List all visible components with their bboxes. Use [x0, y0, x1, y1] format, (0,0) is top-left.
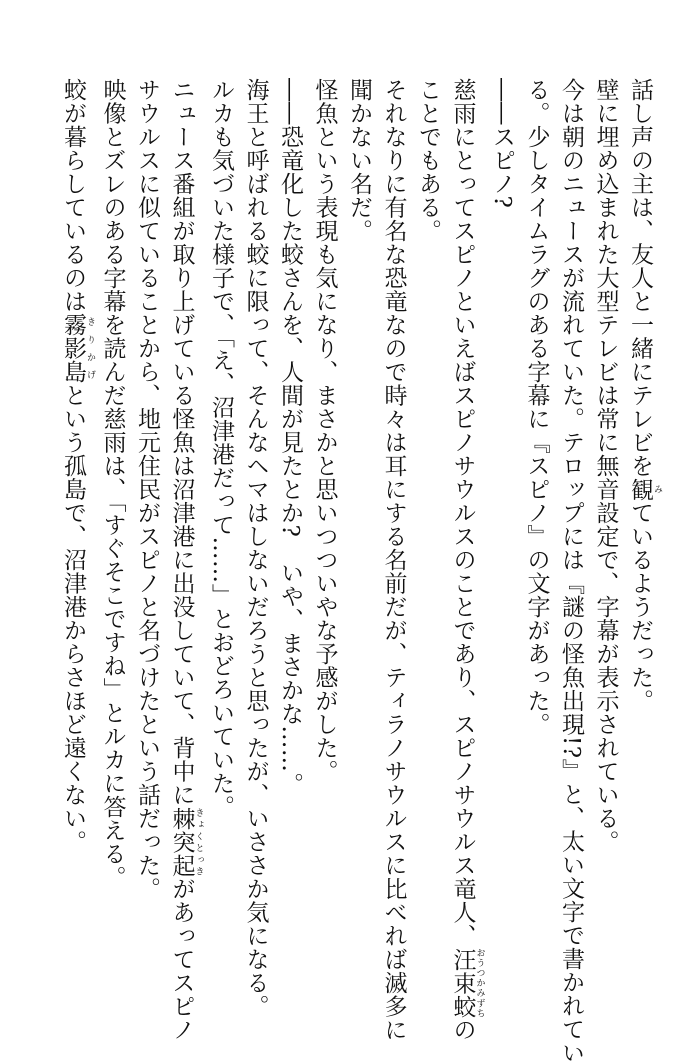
text-segment: サウルスに似ていることから、地元住民がスピノと名づけたという話だった。	[134, 78, 160, 901]
text-segment: ているようだった。	[627, 501, 653, 713]
text-segment: ――スピノ?	[489, 78, 515, 209]
text-line	[485, 78, 520, 978]
text-line	[273, 78, 308, 978]
text-line	[411, 78, 446, 978]
text-line	[307, 78, 342, 978]
ruby-annotation	[60, 313, 95, 384]
ruby-base: 棘突起	[168, 806, 195, 877]
text-segment: 壁に埋め込まれた大型テレビは常に無音設定で、字幕が表示されている。	[592, 78, 619, 854]
text-segment: があってスピノ	[168, 877, 195, 1042]
text-segment: の	[449, 1018, 476, 1042]
text-line	[445, 78, 485, 1042]
text-segment: 今は朝のニュースが流れていた。テロップには『謎の怪魚出現!?』と、太い文字で書かれてい	[558, 78, 584, 1064]
text-segment: 海王と呼ばれる蛟に限って、そんなヘマはしないだろうと思ったが、いささか気になる。	[242, 78, 269, 1018]
text-segment: 話し声の主は、友人と一緒にテレビを	[627, 78, 653, 478]
ruby-base: 観	[627, 477, 653, 501]
text-line	[130, 78, 165, 978]
text-line	[238, 78, 273, 1018]
ruby-base: 霧影島	[60, 313, 86, 384]
text-line	[588, 78, 623, 978]
text-segment: ことでもある。	[415, 78, 441, 243]
ruby-reading: きょくとっき	[193, 806, 204, 877]
text-segment: それなりに有名な恐竜なので時々は耳にする名前だが、ティラノサウルスに比べれば滅多に	[380, 78, 407, 1042]
text-line	[95, 78, 130, 978]
text-segment: 聞かない名だ。	[346, 78, 372, 243]
ruby-annotation	[627, 477, 662, 502]
text-segment: ルカも気づいた様子で、「え、沼津港だって……」とおどろいていた。	[208, 78, 234, 819]
text-line	[164, 78, 204, 1042]
text-segment: 慈雨にとってスピノといえばスピノサウルスのことであり、スピノサウルス竜人、	[449, 78, 476, 948]
vertical-text-body	[56, 78, 663, 1064]
ruby-reading: おうつかみずち	[474, 947, 485, 1018]
text-line	[56, 78, 96, 978]
text-segment: 怪魚という表現も気になり、まさかと思いつついやな予感がした。	[311, 78, 338, 783]
text-segment: 映像とズレのある字幕を読んだ慈雨は、「すぐそこですね」とルカに答える。	[99, 78, 126, 889]
text-line	[519, 78, 554, 978]
ruby-annotation	[168, 806, 204, 878]
text-line	[623, 78, 663, 978]
ruby-reading: きりかげ	[85, 313, 95, 384]
ruby-base: 汪束蛟	[449, 947, 476, 1018]
text-line	[554, 78, 589, 1064]
text-line	[342, 78, 377, 978]
text-segment: ――恐竜化した蛟さんを、人間が見たとか? いや、まさかな……。	[277, 78, 303, 796]
text-segment: る。少しタイムラグのある字幕に『スピノ』の文字があった。	[523, 78, 550, 736]
text-line	[204, 78, 239, 978]
ruby-annotation	[449, 947, 485, 1019]
text-segment: 蛟が暮らしているのは	[60, 78, 86, 313]
text-line	[376, 78, 411, 1042]
text-segment: という孤島で、沼津港からさほど遠くない。	[60, 383, 86, 854]
ruby-reading: み	[652, 477, 662, 501]
text-segment: ニュース番組が取り上げている怪魚は沼津港に出没していて、背中に	[168, 78, 195, 807]
